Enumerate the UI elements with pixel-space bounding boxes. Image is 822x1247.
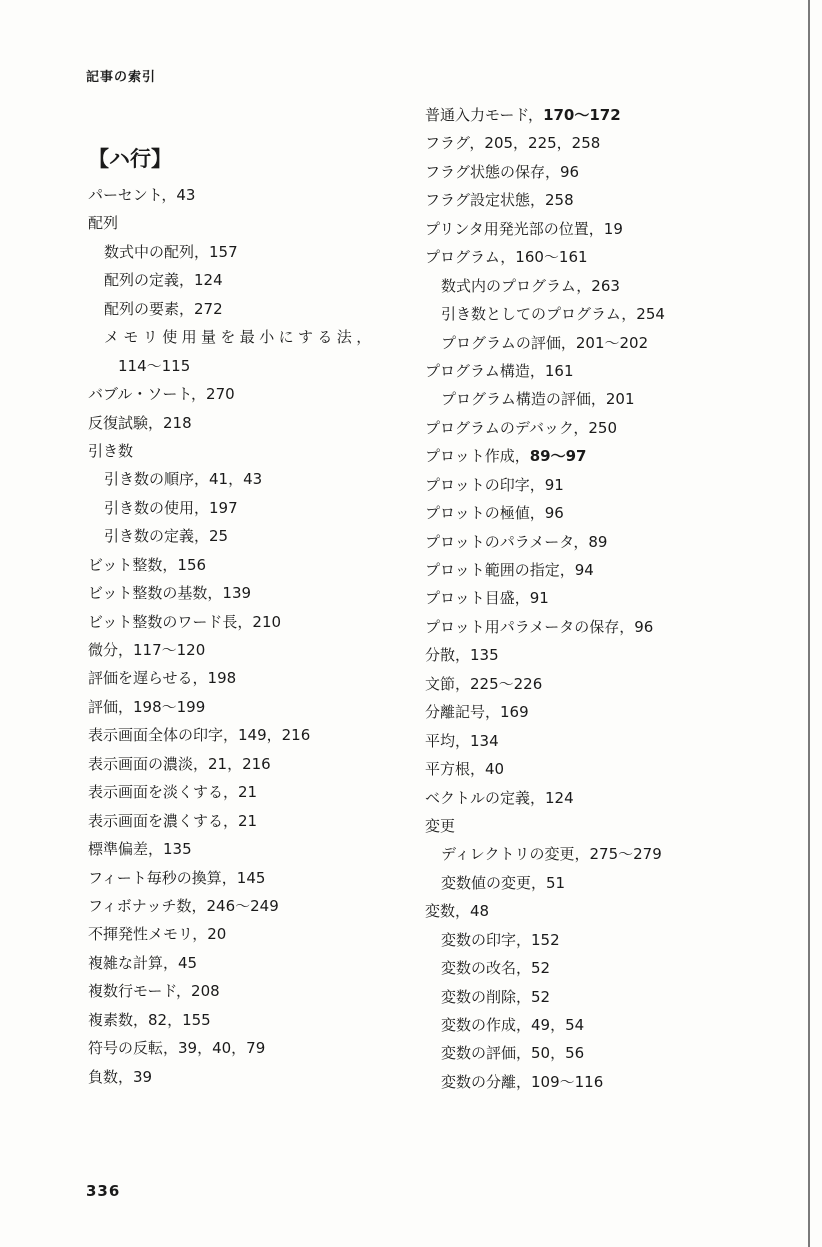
index-entry-text: 微分，117～120 xyxy=(88,641,206,659)
index-entry xyxy=(425,1039,665,1067)
index-entry-text: プロットの印字，91 xyxy=(425,475,564,494)
index-entry-text: 変数の削除，52 xyxy=(441,987,551,1006)
index-entry xyxy=(425,442,665,470)
index-entry-text: ビット整数のワード長，210 xyxy=(88,612,282,631)
index-entry xyxy=(425,1011,665,1039)
index-entry-text: 引き数の順序，41，43 xyxy=(104,470,263,489)
index-entry-text: 変数値の変更，51 xyxy=(441,873,566,892)
index-entry-text: フィート毎秒の換算，145 xyxy=(88,868,266,887)
index-entry xyxy=(88,608,376,636)
page-number: 336 xyxy=(86,1182,121,1200)
index-entry xyxy=(425,641,665,669)
index-entry-bold-pages: 170～172 xyxy=(543,106,621,124)
index-entry-text: 不揮発性メモリ，20 xyxy=(88,925,227,944)
index-entry-text: 表示画面全体の印字，149，216 xyxy=(88,726,311,745)
index-entry xyxy=(88,266,376,294)
index-entry xyxy=(425,215,665,243)
index-entry-text: フラグ，205，225，258 xyxy=(425,134,601,153)
index-entry-text: 符号の反転，39，40，79 xyxy=(88,1039,266,1058)
index-entry xyxy=(425,556,665,584)
index-entry-text: 表示画面を淡くする，21 xyxy=(88,783,258,802)
index-entry-text: 評価を遅らせる，198 xyxy=(88,669,237,688)
index-entry xyxy=(425,613,665,641)
index-entry-text: 変数，48 xyxy=(425,902,490,921)
section-heading: 【ハ行】 xyxy=(88,147,172,171)
index-entry-text: メモリ使用量を最小にする法， xyxy=(104,328,376,347)
index-entry xyxy=(425,869,665,897)
index-entry xyxy=(425,129,665,157)
index-entry-text: プロットのパラメータ，89 xyxy=(425,532,608,551)
index-entry xyxy=(88,1034,376,1062)
index-entry-text: ディレクトリの変更，275～279 xyxy=(441,845,662,864)
running-head: 記事の索引 xyxy=(86,70,157,85)
index-entry-text: 114～115 xyxy=(118,356,191,375)
index-entry xyxy=(88,380,376,408)
index-entry xyxy=(425,784,665,812)
index-entry-text: プログラムの評価，201～202 xyxy=(441,333,649,352)
index-entry xyxy=(88,551,376,579)
index-entry xyxy=(425,584,665,612)
index-entry xyxy=(88,323,376,351)
index-entry xyxy=(88,437,376,465)
index-entry xyxy=(88,238,376,266)
index-entry xyxy=(88,209,376,237)
index-entry-text: 複雑な計算，45 xyxy=(88,953,198,972)
index-entry xyxy=(425,840,665,868)
index-entry xyxy=(88,465,376,493)
index-entry-text: プログラム構造の評価，201 xyxy=(441,390,635,409)
index-entry xyxy=(88,721,376,749)
index-entry xyxy=(88,494,376,522)
index-entry-text: フラグ設定状態，258 xyxy=(425,191,574,210)
index-entry-text: プロット範囲の指定，94 xyxy=(425,561,594,579)
index-entry xyxy=(425,670,665,698)
index-entry-text: 配列の要素，272 xyxy=(104,299,223,318)
index-entry xyxy=(425,300,665,328)
index-entry xyxy=(88,920,376,948)
index-entry-bold-pages: 89～97 xyxy=(529,447,587,466)
index-entry-text: 分散，135 xyxy=(425,646,499,665)
index-entry xyxy=(425,158,665,186)
index-entry-text: 複素数，82，155 xyxy=(88,1010,211,1029)
index-entry-text: 引き数の使用，197 xyxy=(104,498,238,517)
index-entry xyxy=(88,807,376,835)
index-entry xyxy=(425,272,665,300)
index-entry-text: 評価，198～199 xyxy=(88,697,206,716)
index-entry-text: 表示画面の濃淡，21，216 xyxy=(88,754,271,773)
index-entry xyxy=(425,954,665,982)
index-entry xyxy=(88,892,376,920)
index-entry-text: プロット作成， xyxy=(425,447,530,466)
index-entry xyxy=(425,812,665,840)
index-entry-text: フラグ状態の保存，96 xyxy=(425,162,580,181)
index-entry-text: 変更 xyxy=(425,816,456,835)
index-entry xyxy=(425,698,665,726)
index-entry xyxy=(425,528,665,556)
index-entry-text: ビット整数，156 xyxy=(88,555,207,574)
index-entry-text: ベクトルの定義，124 xyxy=(425,788,574,807)
index-entry-text: 標準偏差，135 xyxy=(88,840,192,859)
index-entry xyxy=(425,186,665,214)
index-entry xyxy=(425,243,665,271)
index-entry xyxy=(88,181,376,209)
index-entry xyxy=(88,778,376,806)
index-entry-text: 複数行モード，208 xyxy=(88,982,220,1001)
index-entry-text: 数式内のプログラム，263 xyxy=(441,276,620,295)
index-entry-text: ビット整数の基数，139 xyxy=(88,584,252,603)
index-entry-text: 変数の改名，52 xyxy=(441,959,551,978)
index-entry-text: 分離記号，169 xyxy=(425,703,529,722)
index-entry-text: プロットの極値，96 xyxy=(425,504,564,523)
index-entry-text: 変数の分離，109～116 xyxy=(441,1072,604,1091)
index-entry-text: 平均，134 xyxy=(425,731,499,750)
index-entry xyxy=(88,1006,376,1034)
index-entry xyxy=(88,664,376,692)
index-entry-text: 平方根，40 xyxy=(425,760,505,779)
index-entry xyxy=(425,897,665,925)
index-entry-text: プログラム，160～161 xyxy=(425,248,588,267)
index-entry xyxy=(88,1063,376,1091)
index-entry-text: パーセント，43 xyxy=(88,186,196,204)
index-entry-text: プログラム構造，161 xyxy=(425,361,574,380)
index-entry xyxy=(425,983,665,1011)
index-entry-text: 変数の印字，152 xyxy=(441,930,560,949)
index-entry-text: フィボナッチ数，246～249 xyxy=(88,896,279,915)
index-entry xyxy=(425,385,665,413)
index-entry xyxy=(425,926,665,954)
index-entry-text: プロット用パラメータの保存，96 xyxy=(425,617,654,636)
index-entry xyxy=(88,750,376,778)
index-entry-text: 文節，225～226 xyxy=(425,674,543,693)
index-entry-text: 反復試験，218 xyxy=(88,413,192,432)
index-entry-text: プログラムのデバック，250 xyxy=(425,418,617,437)
index-column-left xyxy=(88,138,376,1091)
index-entry xyxy=(425,1068,665,1096)
index-entry xyxy=(425,414,665,442)
index-entry xyxy=(88,864,376,892)
index-entry xyxy=(88,693,376,721)
index-entry xyxy=(88,409,376,437)
index-entry xyxy=(88,352,376,380)
index-entry xyxy=(425,471,665,499)
index-entry-text: 引き数 xyxy=(88,441,134,460)
index-entry xyxy=(88,636,376,664)
index-entry-text: 負数，39 xyxy=(88,1067,153,1086)
index-entry-text: 配列の定義，124 xyxy=(104,271,223,290)
index-entry xyxy=(88,977,376,1005)
index-entry xyxy=(425,755,665,783)
index-entry xyxy=(425,357,665,385)
index-entry-text: 変数の評価，50，56 xyxy=(441,1044,585,1063)
index-entry-text: バブル・ソート，270 xyxy=(88,385,235,404)
index-entry-text: 数式中の配列，157 xyxy=(104,242,238,261)
index-entry xyxy=(88,835,376,863)
index-entry xyxy=(88,295,376,323)
index-entry xyxy=(88,522,376,550)
index-entry xyxy=(88,949,376,977)
index-entry xyxy=(425,329,665,357)
index-entry-text: 普通入力モード， xyxy=(425,106,544,124)
index-entry xyxy=(425,727,665,755)
page-edge-line xyxy=(808,0,810,1247)
index-entry-text: 表示画面を濃くする，21 xyxy=(88,811,258,830)
index-entry-text: 引き数としてのプログラム，254 xyxy=(441,305,665,324)
index-entry xyxy=(425,499,665,527)
index-entry xyxy=(88,579,376,607)
index-entry-text: 引き数の定義，25 xyxy=(104,527,229,546)
index-entry-text: プロット目盛，91 xyxy=(425,589,549,608)
index-column-right xyxy=(425,101,665,1096)
index-entry xyxy=(425,101,665,129)
index-entry-text: プリンタ用発光部の位置，19 xyxy=(425,219,623,238)
index-entry-text: 変数の作成，49，54 xyxy=(441,1016,585,1034)
index-entry-text: 配列 xyxy=(88,214,119,233)
